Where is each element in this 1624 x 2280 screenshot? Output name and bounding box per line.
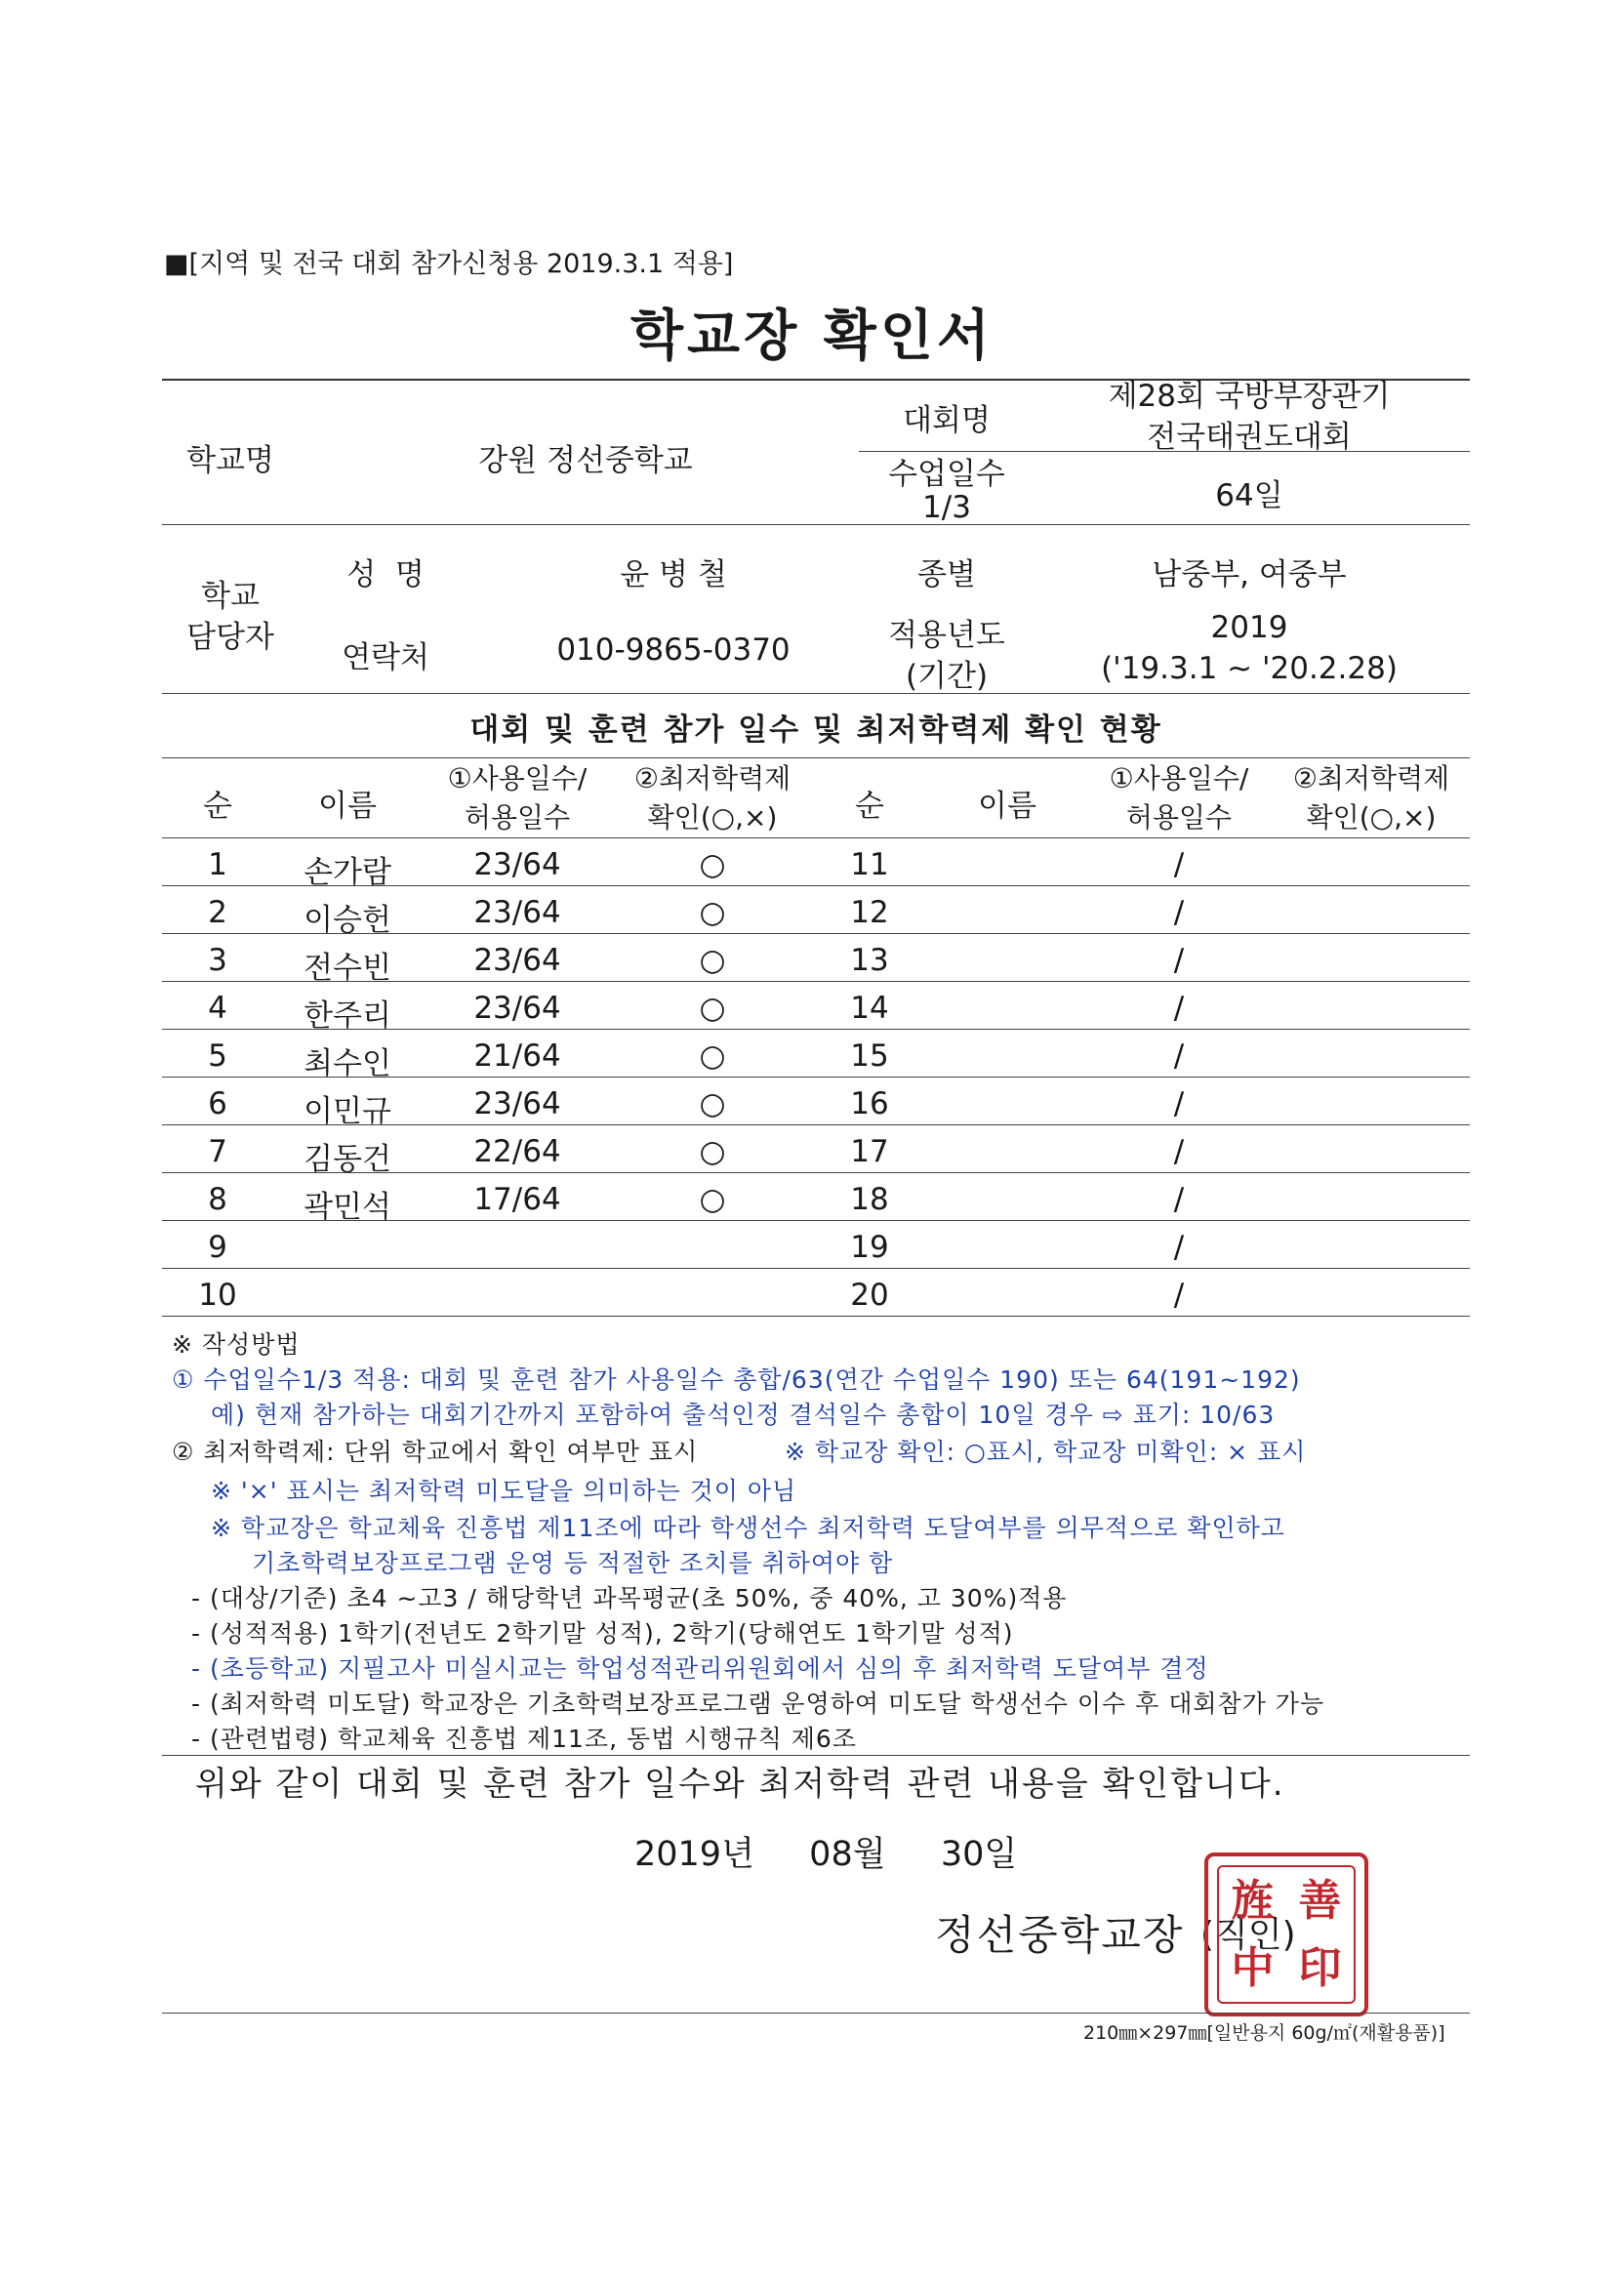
header-days-right-line2: 허용일수	[1125, 801, 1233, 834]
form-header-note: ■[지역 및 전국 대회 참가신청용 2019.3.1 적용]	[164, 249, 734, 279]
contest-value-line2: 전국태권도대회	[1147, 420, 1352, 455]
info-bottom-border	[162, 693, 1470, 694]
header-name-right: 이름	[978, 789, 1036, 824]
row-no: 7	[208, 1134, 227, 1169]
detail-elementary: - (초등학교) 지필고사 미실시교는 학업성적관리위원회에서 심의 후 최저학력 도달여부 결정	[191, 1654, 1209, 1683]
division-value: 남중부, 여중부	[1152, 557, 1347, 592]
row-no: 10	[198, 1278, 237, 1313]
row-days: /	[1173, 895, 1185, 930]
row-check: ○	[699, 1134, 726, 1169]
note-1-line2: 예) 현재 참가하는 대회기간까지 포함하여 출석인정 결석일수 총합이 10일 경우 ⇨ 표기: 10/63	[211, 1401, 1276, 1429]
date-day: 30일	[940, 1835, 1018, 1874]
row-days: 23/64	[473, 847, 561, 882]
row-days: 23/64	[473, 991, 561, 1026]
days-label-line2: 1/3	[922, 490, 971, 525]
row-no: 2	[208, 895, 227, 930]
table-row-divider	[162, 1029, 1470, 1030]
row-name: 한주리	[304, 998, 391, 1034]
footer-line	[162, 2013, 1470, 2014]
row-days: /	[1173, 1182, 1185, 1217]
row-no: 19	[850, 1230, 889, 1265]
seal-char-1: 旌	[1231, 1875, 1275, 1926]
row-no: 6	[208, 1086, 227, 1121]
row-check: ○	[699, 1038, 726, 1074]
manager-label-line2: 담당자	[186, 620, 274, 655]
detail-grades: - (성적적용) 1학기(전년도 2학기말 성적), 2학기(당해연도 1학기말 성적)	[191, 1619, 1014, 1648]
row-no: 20	[850, 1278, 889, 1313]
seal-inner	[1217, 1865, 1356, 2004]
detail-below-standard: - (최저학력 미도달) 학교장은 기초학력보장프로그램 운영하여 미도달 학생선수 이수 후 대회참가 가능	[191, 1690, 1325, 1718]
note-4-line1: ※ 학교장은 학교체육 진흥법 제11조에 따라 학생선수 최저학력 도달여부를 의무적으로 확인하고	[211, 1514, 1285, 1542]
note-1-line1: ① 수업일수1/3 적용: 대회 및 훈련 참가 사용일수 총합/63(연간 수업일수 190) 또는 64(191~192)	[172, 1365, 1301, 1394]
row-days: 17/64	[473, 1182, 561, 1217]
row-no: 8	[208, 1182, 227, 1217]
date-line	[634, 1827, 1017, 1876]
year-value-line1: 2019	[1210, 610, 1288, 645]
row-check: ○	[699, 991, 726, 1026]
confirm-statement: 위와 같이 대회 및 훈련 참가 일수와 최저학력 관련 내용을 확인합니다.	[195, 1765, 1285, 1804]
row-days: /	[1173, 1086, 1185, 1121]
name-label: 성 명	[346, 557, 425, 592]
notes-bottom-border	[162, 1755, 1470, 1756]
row-days: 23/64	[473, 943, 561, 978]
row-name: 이승헌	[304, 903, 391, 938]
row-no: 17	[850, 1134, 889, 1169]
year-value-line2: ('19.3.1 ~ '20.2.28)	[1101, 651, 1398, 686]
manager-label-line1: 학교	[201, 579, 260, 614]
row-days: 23/64	[473, 1086, 561, 1121]
detail-target: - (대상/기준) 초4 ~고3 / 해당학년 과목평균(초 50%, 중 40%, 고 30%)적용	[191, 1584, 1068, 1612]
row-no: 18	[850, 1182, 889, 1217]
row-no: 1	[208, 847, 227, 882]
row-check: ○	[699, 847, 726, 882]
signer-name: 정선중학교장	[935, 1911, 1185, 1959]
row-days: /	[1173, 1038, 1185, 1074]
row-name: 김동건	[304, 1142, 391, 1177]
row-check: ○	[699, 943, 726, 978]
days-label-line1: 수업일수	[888, 457, 1005, 492]
page-title: 학교장 확인서	[629, 305, 995, 368]
row-days: /	[1173, 1278, 1185, 1313]
school-label: 학교명	[186, 443, 274, 478]
name-value: 윤 병 철	[620, 557, 727, 592]
table-row-divider	[162, 1077, 1470, 1078]
row-no: 15	[850, 1038, 889, 1074]
row-name: 이민규	[304, 1094, 391, 1129]
header-name-left: 이름	[318, 789, 377, 824]
header-check-left-line2: 확인(○,×)	[647, 801, 778, 834]
row-name: 손가람	[304, 855, 391, 890]
table-row-divider	[162, 1172, 1470, 1173]
row-no: 11	[850, 847, 889, 882]
row-name: 전수빈	[304, 951, 391, 986]
row-days: /	[1173, 1230, 1185, 1265]
seal-char-4: 印	[1298, 1942, 1342, 1993]
table-row-divider	[162, 933, 1470, 934]
contest-value-line1: 제28회 국방부장관기	[1108, 379, 1391, 414]
date-year: 2019년	[634, 1835, 754, 1874]
school-value: 강원 정선중학교	[478, 443, 693, 478]
notes-heading: ※ 작성방법	[172, 1330, 301, 1359]
row-days: /	[1173, 943, 1185, 978]
row-no: 12	[850, 895, 889, 930]
row-days: /	[1173, 847, 1185, 882]
year-label-line2: (기간)	[905, 659, 989, 694]
header-days-left-line2: 허용일수	[464, 801, 571, 834]
note-2-suffix: ※ 학교장 확인: ○표시, 학교장 미확인: × 표시	[785, 1438, 1307, 1466]
row-no: 9	[208, 1230, 227, 1265]
note-4-line2: 기초학력보장프로그램 운영 등 적절한 조치를 취하여야 함	[252, 1549, 894, 1577]
row-no: 4	[208, 991, 227, 1026]
row-name: 최수인	[304, 1046, 391, 1081]
row-check: ○	[699, 1182, 726, 1217]
row-no: 13	[850, 943, 889, 978]
row-days: 23/64	[473, 895, 561, 930]
participants-header-divider	[162, 837, 1470, 838]
row-no: 14	[850, 991, 889, 1026]
table-row-divider	[162, 1124, 1470, 1125]
seal-label: (직인)	[1200, 1915, 1296, 1955]
header-no-right: 순	[855, 789, 884, 824]
header-days-left-line1: ①사용일수/	[447, 762, 588, 794]
school-seal-stamp	[1204, 1852, 1368, 2016]
row-check: ○	[699, 1086, 726, 1121]
row-days: /	[1173, 1134, 1185, 1169]
paper-spec-footer: 210㎜×297㎜[일반용지 60g/㎡(재활용품)]	[1083, 2022, 1445, 2044]
note-3: ※ '×' 표시는 최저학력 미도달을 의미하는 것이 아님	[211, 1477, 797, 1505]
header-days-right-line1: ①사용일수/	[1109, 762, 1249, 794]
division-label: 종별	[917, 557, 976, 592]
table-row-divider	[162, 1268, 1470, 1269]
seal-char-3: 中	[1231, 1942, 1275, 1993]
seal-char-2: 善	[1298, 1875, 1342, 1926]
row-no: 3	[208, 943, 227, 978]
section-title: 대회 및 훈련 참가 일수 및 최저학력제 확인 현황	[469, 712, 1162, 748]
row-days: /	[1173, 991, 1185, 1026]
note-2-prefix: ② 최저학력제: 단위 학교에서 확인 여부만 표시	[172, 1438, 699, 1466]
header-check-left-line1: ②최저학력제	[633, 762, 792, 794]
row-name: 곽민석	[304, 1190, 391, 1225]
row-check: ○	[699, 895, 726, 930]
table-row-divider	[162, 885, 1470, 886]
row-no: 16	[850, 1086, 889, 1121]
date-month: 08월	[809, 1835, 886, 1874]
year-label-line1: 적용년도	[888, 618, 1005, 653]
contest-label: 대회명	[903, 403, 991, 438]
row-days: 21/64	[473, 1038, 561, 1074]
info-row-divider	[162, 524, 1470, 525]
days-value: 64일	[1215, 478, 1283, 513]
contact-label: 연락처	[342, 640, 429, 675]
participants-top-border	[162, 757, 1470, 758]
detail-law: - (관련법령) 학교체육 진흥법 제11조, 동법 시행규칙 제6조	[191, 1725, 857, 1753]
table-row-divider	[162, 1316, 1470, 1317]
header-no-left: 순	[203, 789, 232, 824]
header-check-right-line1: ②최저학력제	[1292, 762, 1450, 794]
row-no: 5	[208, 1038, 227, 1074]
header-check-right-line2: 확인(○,×)	[1306, 801, 1437, 834]
contact-value: 010-9865-0370	[556, 632, 791, 668]
table-row-divider	[162, 1220, 1470, 1221]
row-days: 22/64	[473, 1134, 561, 1169]
table-row-divider	[162, 981, 1470, 982]
